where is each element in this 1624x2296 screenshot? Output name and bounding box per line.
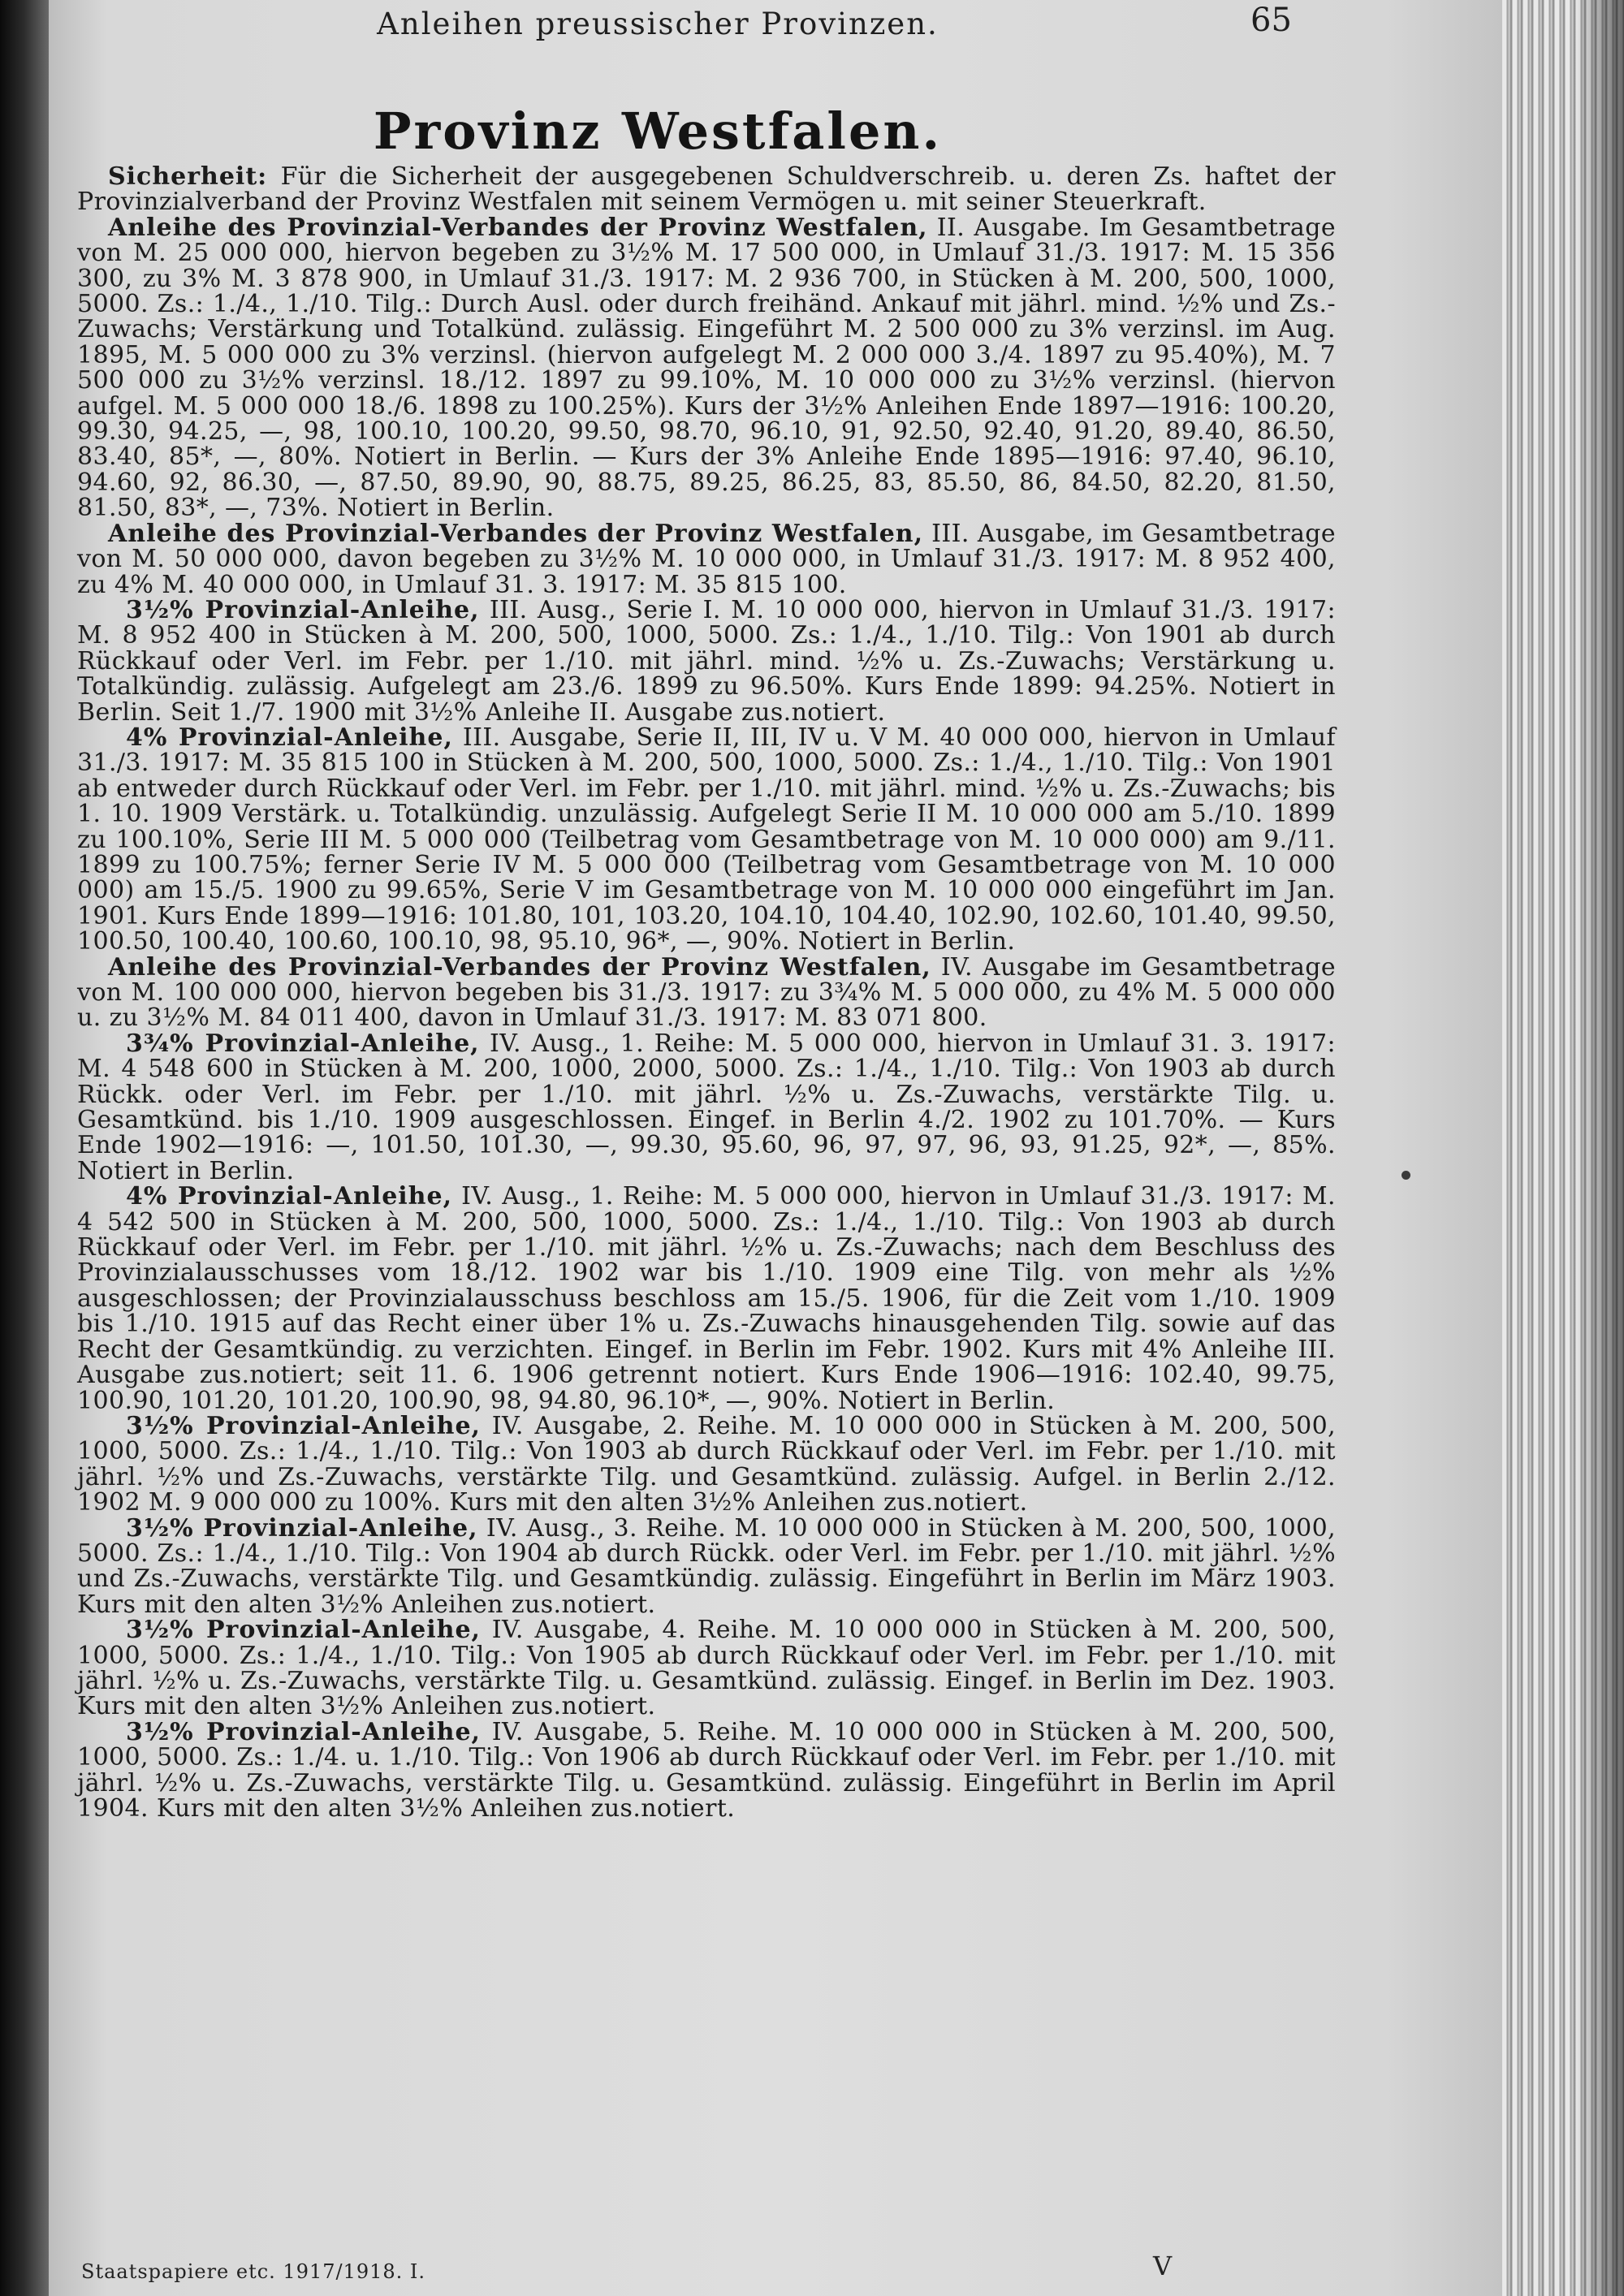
paragraph-lead: Anleihe des Provinzial-Verbandes der Provinz Westfalen, [108,213,928,242]
paragraph-lead: Sicherheit: [108,162,268,191]
paragraph-3-5-anleihe-iv-reihe-5 [77,1717,1337,1823]
paragraph-text: III. Ausgabe, Serie II, III, IV u. V M. 40 000 000, hiervon in Umlauf 31./3. 1917: M. 35 815 100 in Stücken à M. 200, 500, 1000, 5000. Zs.: 1./4., 1./10. Tilg.: Von 1901 ab entweder durch Rückkauf oder Verl. im Febr. per 1./10. mit jährl. mind. ½% u. Zs.-Zuwachs; bis 1. 10. 1909 Verstärk. u. Totalkündig. unzulässig. Aufgelegt Serie II M. 10 000 000 am 5./10. 1899 zu 100.10%, Serie III M. 5 000 000 (Teilbetrag vom Gesamtbetrage von M. 10 000 000) am 9./11. 1899 zu 100.75%; ferner Serie IV M. 5 000 000 (Teilbetrag vom Gesamtbetrage von M. 10 000 000) am 15./5. 1900 zu 99.65%, Serie V im Gesamtbetrage von M. 10 000 000 eingeführt im Jan. 1901. Kurs Ende 1899—1916: 101.80, 101, 103.20, 104.10, 104.40, 102.90, 102.60, 101.40, 99.50, 100.50, 100.40, 100.60, 100.10, 98, 95.10, 96*, —, 90%. Notiert in Berlin. [77,723,1336,956]
paragraph-text: II. Ausgabe. Im Gesamtbetrage von M. 25 000 000, hiervon begeben zu 3½% M. 17 500 000, in Umlauf 31./3. 1917: M. 15 356 300, zu 3% M. 3 878 900, in Umlauf 31./3. 1917: M. 2 936 700, in Stücken à M. 200, 500, 1000, 5000. Zs.: 1./4., 1./10. Tilg.: Durch Ausl. oder durch freihänd. Ankauf mit jährl. mind. ½% und Zs.-Zuwachs; Verstärkung und Totalkünd. zulässig. Eingeführt M. 2 500 000 zu 3% verzinsl. im Aug. 1895, M. 5 000 000 zu 3% verzinsl. (hiervon aufgelegt M. 2 000 000 3./4. 1897 zu 95.40%), M. 7 500 000 zu 3½% verzinsl. 18./12. 1897 zu 99.10%, M. 10 000 000 zu 3½% verzinsl. (hiervon aufgel. M. 5 000 000 18./6. 1898 zu 100.25%). Kurs der 3½% Anleihen Ende 1897—1916: 100.20, 99.30, 94.25, —, 98, 100.10, 100.20, 99.50, 98.70, 96.10, 91, 92.50, 92.40, 91.20, 89.40, 86.50, 83.40, 85*, —, 80%. Notiert in Berlin. — Kurs der 3% Anleihe Ende 1895—1916: 97.40, 96.10, 94.60, 92, 86.30, —, 87.50, 89.90, 90, 88.75, 89.25, 86.25, 83, 85.50, 86, 84.50, 82.20, 81.50, 81.50, 83*, —, 73%. Notiert in Berlin. [77,213,1336,523]
paragraph-lead: 3½% Provinzial-Anleihe, [126,1717,481,1746]
paragraph-anleihe-ii [77,215,1336,521]
paragraph-lead: 3½% Provinzial-Anleihe, [126,1616,481,1645]
paragraph-anleihe-iii [77,521,1336,598]
paragraph-text: IV. Ausgabe, 2. Reihe. M. 10 000 000 in Stücken à M. 200, 500, 1000, 5000. Zs.: 1./4., 1./10. Tilg.: Von 1903 ab durch Rückkauf oder Verl. im Febr. per 1./10. mit jährl. ½% und Zs.-Zuwachs, verstärkte Tilg. und Gesamtkünd. zulässig. Aufgel. in Berlin 2./12. 1902 M. 9 000 000 zu 100%. Kurs mit den alten 3½% Anleihen zus.notiert. [77,1411,1337,1517]
paragraph-lead: 4% Provinzial-Anleihe, [126,723,453,752]
paragraph-3-5-anleihe-iv-reihe-2 [77,1413,1336,1516]
footer-signature-mark: V [1153,2251,1173,2281]
paragraph-4-anleihe-iii-serie-ii-v [77,725,1336,955]
paragraph-lead: Anleihe des Provinzial-Verbandes der Provinz Westfalen, [108,519,924,548]
page-title: Provinz Westfalen. [373,101,943,161]
paragraph-lead: 3½% Provinzial-Anleihe, [126,1513,478,1543]
paragraph-lead: 3½% Provinzial-Anleihe, [126,595,480,624]
paragraph-3-5-anleihe-iii-serie-i [77,595,1337,727]
paragraph-text: IV. Ausg., 1. Reihe: M. 5 000 000, hiervon in Umlauf 31./3. 1917: M. 4 542 500 in Stücken à M. 200, 500, 1000, 5000. Zs.: 1./4., 1./10. Tilg.: Von 1903 ab durch Rückkauf oder Verl. im Febr. per 1./10. mit jährl. ½% u. Zs.-Zuwachs; nach dem Beschluss des Provinzialausschusses vom 18./12. 1902 war bis 1./10. 1909 eine Tilg. von mehr als ½% ausgeschlossen; der Provinzialausschuss beschloss am 15./5. 1906, für die Zeit vom 1./10. 1909 bis 1./10. 1915 auf das Recht einer über 1% u. Zs.-Zuwachs hinausgehenden Tilg. sowie auf das Recht der Gesamtkündig. zu verzichten. Eingef. in Berlin im Febr. 1902. Kurs mit 4% Anleihe III. Ausgabe zus.notiert; seit 11. 6. 1906 getrennt notiert. Kurs Ende 1906—1916: 102.40, 99.75, 100.90, 101.20, 101.20, 100.90, 98, 94.80, 96.10*, —, 90%. Notiert in Berlin. [77,1182,1336,1415]
paragraph-text: IV. Ausgabe, 5. Reihe. M. 10 000 000 in Stücken à M. 200, 500, 1000, 5000. Zs.: 1./4. u. 1./10. Tilg.: Von 1906 ab durch Rückkauf oder Verl. im Febr. per 1./10. mit jährl. ½% u. Zs.-Zuwachs, verstärkte Tilg. u. Gesamtkünd. zulässig. Eingeführt in Berlin im April 1904. Kurs mit den alten 3½% Anleihen zus.notiert. [77,1717,1337,1823]
paragraph-text: IV. Ausgabe im Gesamtbetrage von M. 100 000 000, hiervon begeben bis 31./3. 1917: zu 3¾% M. 5 000 000, zu 4% M. 5 000 000 u. zu 3½% M. 84 011 400, davon in Umlauf 31./3. 1917: M. 83 071 800. [77,952,1336,1033]
paragraph-text: IV. Ausg., 1. Reihe: M. 5 000 000, hiervon in Umlauf 31. 3. 1917: M. 4 548 600 in Stücken à M. 200, 1000, 2000, 5000. Zs.: 1./4., 1./10. Tilg.: Von 1903 ab durch Rückk. oder Verl. im Febr. per 1./10. mit jährl. ½% u. Zs.-Zuwachs, verstärkte Tilg. u. Gesamtkünd. bis 1./10. 1909 ausgeschlossen. Eingef. in Berlin 4./2. 1902 zu 101.70%. — Kurs Ende 1902—1916: —, 101.50, 101.30, —, 99.30, 95.60, 96, 97, 97, 96, 93, 91.25, 92*, —, 85%. Notiert in Berlin. [77,1029,1337,1185]
paragraph-lead: 3¾% Provinzial-Anleihe, [126,1029,480,1058]
paragraph-lead: Anleihe des Provinzial-Verbandes der Provinz Westfalen, [108,952,931,982]
paragraph-text: IV. Ausgabe, 4. Reihe. M. 10 000 000 in Stücken à M. 200, 500, 1000, 5000. Zs.: 1./4., 1./10. Tilg.: Von 1905 ab durch Rückkauf oder Verl. im Febr. per 1./10. mit jährl. ½% u. Zs.-Zuwachs, verstärkte Tilg. u. Gesamtkünd. zulässig. Eingef. in Berlin im Dez. 1903. Kurs mit den alten 3½% Anleihen zus.notiert. [77,1616,1337,1721]
footer-imprint: Staatspapiere etc. 1917/1918. I. [81,2260,426,2283]
paragraph-lead: 3½% Provinzial-Anleihe, [126,1411,481,1440]
paragraph-text: Für die Sicherheit der ausgegebenen Schuldverschreib. u. deren Zs. haftet der Provinzialverband der Provinz Westfalen mit seinem Vermögen u. mit seiner Steuerkraft. [77,162,1336,217]
page-edges [1502,0,1624,2296]
paragraph-4-anleihe-iv-reihe-1 [77,1184,1336,1413]
paragraph-3-5-anleihe-iv-reihe-3 [77,1513,1336,1619]
paragraph-text: IV. Ausg., 3. Reihe. M. 10 000 000 in Stücken à M. 200, 500, 1000, 5000. Zs.: 1./4., 1./10. Tilg.: Von 1904 ab durch Rückk. oder Verl. im Febr. per 1./10. mit jährl. ½% und Zs.-Zuwachs, verstärkte Tilg. und Gesamtkündig. zulässig. Eingeführt in Berlin im März 1903. Kurs mit den alten 3½% Anleihen zus.notiert. [77,1513,1336,1619]
running-head: Anleihen preussischer Provinzen. [377,6,939,41]
ink-speck [1402,1171,1410,1180]
paragraph-anleihe-iv [77,952,1336,1033]
paragraph-text: III. Ausgabe, im Gesamtbetrage von M. 50 000 000, davon begeben zu 3½% M. 10 000 000, in Umlauf 31./3. 1917: M. 8 952 400, zu 4% M. 40 000 000, in Umlauf 31. 3. 1917: M. 35 815 100. [77,519,1336,599]
paragraph-lead: 4% Provinzial-Anleihe, [126,1182,453,1211]
page-number: 65 [1250,2,1292,39]
paragraph-3-5-anleihe-iv-reihe-4 [77,1617,1336,1720]
body-text [77,164,1336,1821]
paragraph-sicherheit [77,164,1336,215]
paragraph-text: III. Ausg., Serie I. M. 10 000 000, hiervon in Umlauf 31./3. 1917: M. 8 952 400 in Stücken à M. 200, 500, 1000, 5000. Zs.: 1./4., 1./10. Tilg.: Von 1901 ab durch Rückkauf oder Verl. im Febr. per 1./10. mit jährl. mind. ½% u. Zs.-Zuwachs; Verstärkung u. Totalkündig. zulässig. Aufgelegt am 23./6. 1899 zu 96.50%. Kurs Ende 1899: 94.25%. Notiert in Berlin. Seit 1./7. 1900 mit 3½% Anleihe II. Ausgabe zus.notiert. [77,595,1337,727]
paragraph-3-75-anleihe-iv-reihe-1 [77,1031,1336,1184]
